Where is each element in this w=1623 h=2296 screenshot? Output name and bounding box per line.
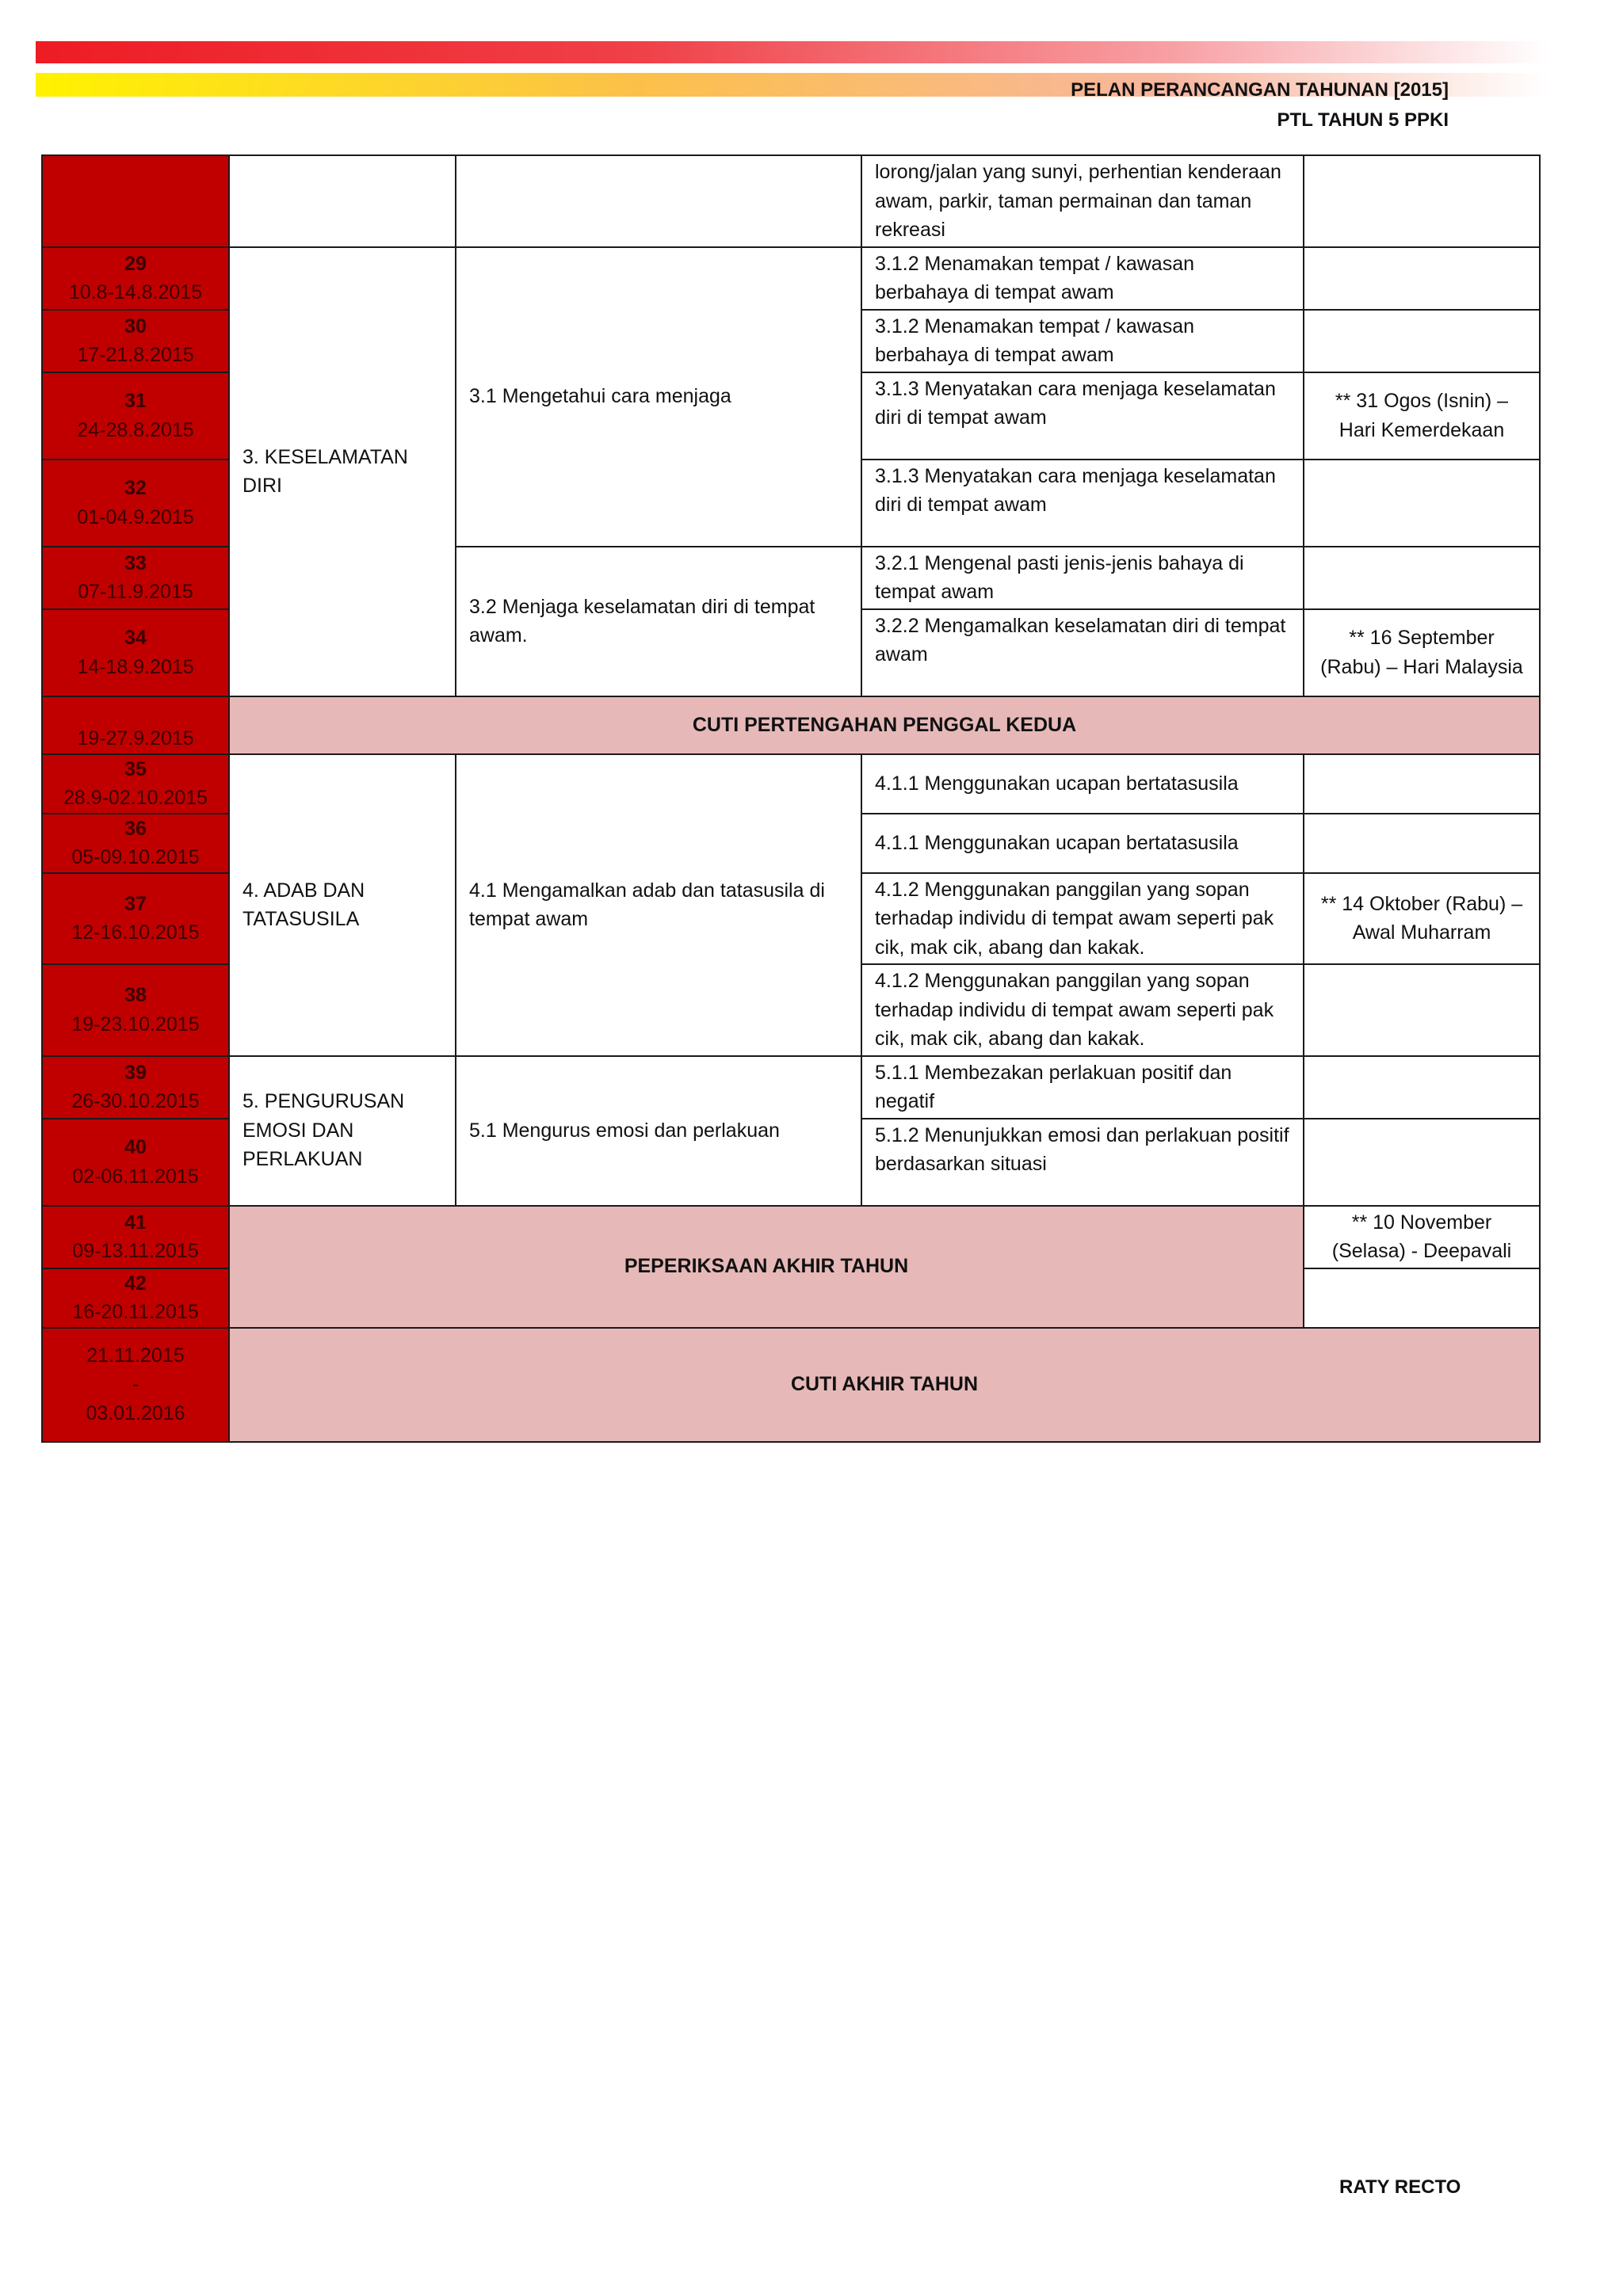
week-cell <box>42 1119 229 1206</box>
document-subtitle: PTL TAHUN 5 PPKI <box>1277 109 1449 131</box>
week-cell <box>42 547 229 609</box>
week-cell <box>42 155 229 247</box>
learning-standard-cell: 5.1.1 Membezakan perlakuan positif dan negatif <box>861 1056 1304 1119</box>
week-date: 01-04.9.2015 <box>77 505 194 528</box>
exam-band: PEPERIKSAAN AKHIR TAHUN <box>229 1206 1304 1328</box>
holiday-note: ** 31 Ogos (Isnin) – Hari Kemerdekaan <box>1304 372 1540 460</box>
week-date: 28.9-02.10.2015 <box>63 787 208 809</box>
week-cell <box>42 754 229 814</box>
week-date-separator: - <box>132 1373 139 1396</box>
week-number: 37 <box>124 892 147 915</box>
week-date: 16-20.11.2015 <box>72 1301 199 1323</box>
learning-standard-cell: 3.1.3 Menyatakan cara menjaga keselamatan diri di tempat awam <box>861 372 1304 460</box>
note-cell <box>1304 754 1540 814</box>
topic-cell: 3. KESELAMATAN DIRI <box>229 247 456 696</box>
learning-standard-cell: 4.1.2 Menggunakan panggilan yang sopan terhadap individu di tempat awam seperti pak cik, mak cik, abang dan kakak. <box>861 873 1304 965</box>
note-cell <box>1304 247 1540 310</box>
table-row <box>42 1056 1540 1119</box>
topic-cell: 5. PENGURUSAN EMOSI DAN PERLAKUAN <box>229 1056 456 1206</box>
note-cell <box>1304 1119 1540 1206</box>
week-date-start: 21.11.2015 <box>86 1344 185 1367</box>
note-cell <box>1304 1268 1540 1328</box>
week-number: 42 <box>124 1272 147 1295</box>
week-number: 29 <box>124 252 147 275</box>
standard-cell: 5.1 Mengurus emosi dan perlakuan <box>456 1056 861 1206</box>
week-date: 26-30.10.2015 <box>71 1090 200 1112</box>
week-date: 24-28.8.2015 <box>77 418 194 441</box>
week-cell <box>42 1328 229 1442</box>
table-row <box>42 247 1540 310</box>
week-number: 31 <box>124 390 147 412</box>
note-cell <box>1304 155 1540 247</box>
learning-standard-cell: 3.1.2 Menamakan tempat / kawasan berbahaya di tempat awam <box>861 247 1304 310</box>
week-date: 07-11.9.2015 <box>78 581 193 603</box>
week-cell <box>42 310 229 372</box>
holiday-band: CUTI AKHIR TAHUN <box>229 1328 1540 1442</box>
week-number: 33 <box>124 551 147 574</box>
week-cell <box>42 1268 229 1328</box>
note-cell <box>1304 460 1540 547</box>
learning-standard-cell: lorong/jalan yang sunyi, perhentian kenderaan awam, parkir, taman permainan dan taman rekreasi <box>861 155 1304 247</box>
week-cell <box>42 964 229 1056</box>
week-cell <box>42 372 229 460</box>
learning-standard-cell: 3.2.2 Mengamalkan keselamatan diri di tempat awam <box>861 609 1304 696</box>
learning-standard-cell: 4.1.1 Menggunakan ucapan bertatasusila <box>861 754 1304 814</box>
week-date: 17-21.8.2015 <box>77 344 194 366</box>
week-cell <box>42 873 229 965</box>
learning-standard-cell: 3.1.3 Menyatakan cara menjaga keselamatan diri di tempat awam <box>861 460 1304 547</box>
week-number: 36 <box>124 817 147 840</box>
table-row <box>42 1328 1540 1442</box>
week-number: 30 <box>124 315 147 338</box>
note-cell <box>1304 814 1540 873</box>
holiday-note: ** 16 September (Rabu) – Hari Malaysia <box>1304 609 1540 696</box>
week-date-end: 03.01.2016 <box>86 1402 185 1425</box>
week-cell <box>42 1206 229 1268</box>
week-number: 40 <box>124 1136 147 1158</box>
standard-cell <box>456 155 861 247</box>
note-cell <box>1304 547 1540 609</box>
holiday-note: ** 10 November (Selasa) - Deepavali <box>1304 1206 1540 1268</box>
table-row <box>42 155 1540 247</box>
learning-standard-cell: 3.1.2 Menamakan tempat / kawasan berbahaya di tempat awam <box>861 310 1304 372</box>
week-date: 05-09.10.2015 <box>71 846 200 868</box>
week-number: 32 <box>124 477 147 499</box>
header-red-bar <box>36 41 1549 63</box>
holiday-note: ** 14 Oktober (Rabu) – Awal Muharram <box>1304 873 1540 965</box>
week-number: 34 <box>124 627 147 649</box>
week-cell <box>42 1056 229 1119</box>
learning-standard-cell: 3.2.1 Mengenal pasti jenis-jenis bahaya di tempat awam <box>861 547 1304 609</box>
note-cell <box>1304 310 1540 372</box>
week-date: 12-16.10.2015 <box>71 921 200 944</box>
table-row <box>42 696 1540 754</box>
learning-standard-cell: 5.1.2 Menunjukkan emosi dan perlakuan positif berdasarkan situasi <box>861 1119 1304 1206</box>
learning-standard-cell: 4.1.2 Menggunakan panggilan yang sopan terhadap individu di tempat awam seperti pak cik, mak cik, abang dan kakak. <box>861 964 1304 1056</box>
week-cell <box>42 814 229 873</box>
document-title: PELAN PERANCANGAN TAHUNAN [2015] <box>1071 79 1449 101</box>
week-date: 19-27.9.2015 <box>77 727 194 749</box>
learning-standard-cell: 4.1.1 Menggunakan ucapan bertatasusila <box>861 814 1304 873</box>
footer-author: RATY RECTO <box>1339 2176 1461 2198</box>
table-row <box>42 1206 1540 1268</box>
annual-plan-table <box>41 154 1541 1443</box>
standard-cell: 3.2 Menjaga keselamatan diri di tempat awam. <box>456 547 861 696</box>
week-number: 39 <box>124 1061 147 1084</box>
topic-cell <box>229 155 456 247</box>
week-cell <box>42 247 229 310</box>
week-cell <box>42 460 229 547</box>
standard-cell: 4.1 Mengamalkan adab dan tatasusila di tempat awam <box>456 754 861 1056</box>
note-cell <box>1304 1056 1540 1119</box>
topic-cell: 4. ADAB DAN TATASUSILA <box>229 754 456 1056</box>
week-date: 10.8-14.8.2015 <box>68 281 203 303</box>
week-date: 14-18.9.2015 <box>77 655 194 678</box>
week-cell <box>42 609 229 696</box>
week-number: 41 <box>124 1211 147 1234</box>
week-date: 19-23.10.2015 <box>71 1013 200 1035</box>
holiday-band: CUTI PERTENGAHAN PENGGAL KEDUA <box>229 696 1540 754</box>
standard-cell: 3.1 Mengetahui cara menjaga <box>456 247 861 547</box>
week-number: 38 <box>124 984 147 1007</box>
week-date: 02-06.11.2015 <box>72 1165 199 1188</box>
table-row <box>42 754 1540 814</box>
note-cell <box>1304 964 1540 1056</box>
week-cell <box>42 696 229 754</box>
week-number: 35 <box>124 757 147 780</box>
week-date: 09-13.11.2015 <box>72 1240 199 1262</box>
